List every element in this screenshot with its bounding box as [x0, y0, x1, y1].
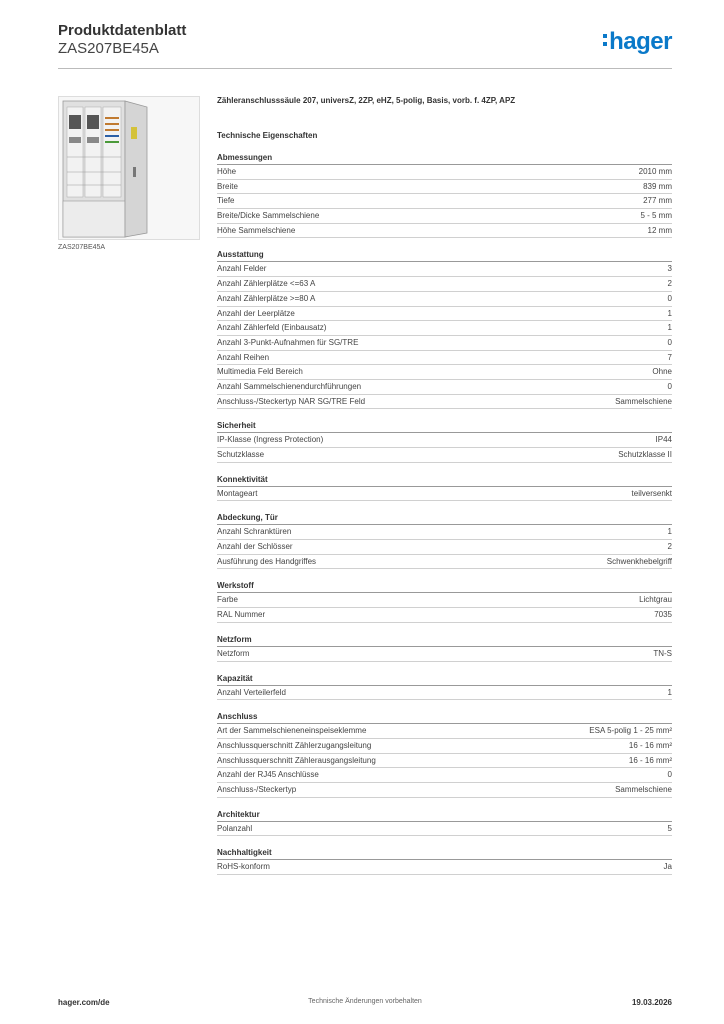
spec-row	[217, 647, 672, 662]
spec-row	[217, 724, 672, 739]
spec-value: teilversenkt	[631, 488, 672, 498]
spec-label: Anschlussquerschnitt Zählerzugangsleitung	[217, 740, 372, 750]
tech-properties-title: Technische Eigenschaften	[217, 131, 318, 140]
spec-row	[217, 860, 672, 875]
spec-label: Anzahl Sammelschienendurchführungen	[217, 381, 362, 391]
spec-value: 0	[667, 381, 672, 391]
spec-label: Montageart	[217, 488, 258, 498]
spec-row	[217, 768, 672, 783]
footer-notice: Technische Änderungen vorbehalten	[308, 998, 422, 1005]
image-caption: ZAS207BE45A	[58, 244, 106, 251]
meter-cabinet-image	[59, 97, 199, 239]
section-title: Sicherheit	[217, 419, 672, 433]
spec-section	[217, 846, 672, 875]
page-header	[58, 22, 672, 68]
spec-row	[217, 822, 672, 837]
spec-label: RoHS-konform	[217, 862, 270, 872]
product-description: Zähleranschlusssäule 207, universZ, 2ZP, eHZ, 5-polig, Basis, vorb. f. 4ZP, APZ	[217, 96, 516, 105]
spec-row	[217, 608, 672, 623]
spec-label: Anzahl der Leerplätze	[217, 308, 295, 318]
spec-value: 5 - 5 mm	[640, 211, 672, 221]
spec-value: 2	[667, 279, 672, 289]
spec-row	[217, 307, 672, 322]
spec-row	[217, 165, 672, 180]
product-code: ZAS207BE45A	[58, 40, 159, 57]
spec-label: Polanzahl	[217, 823, 253, 833]
spec-value: 1	[667, 687, 672, 697]
spec-value: TN-S	[653, 648, 672, 658]
spec-section	[217, 808, 672, 837]
section-title: Konnektivität	[217, 473, 672, 487]
spec-row	[217, 686, 672, 701]
footer-website: hager.com/de	[58, 998, 110, 1007]
spec-row	[217, 380, 672, 395]
spec-row	[217, 262, 672, 277]
section-title: Abdeckung, Tür	[217, 511, 672, 525]
spec-label: IP-Klasse (Ingress Protection)	[217, 435, 324, 445]
spec-label: Anzahl Felder	[217, 264, 267, 274]
spec-label: Anzahl Zählerplätze >=80 A	[217, 293, 316, 303]
spec-label: Anzahl Reihen	[217, 352, 270, 362]
spec-row	[217, 739, 672, 754]
spec-label: Anzahl 3-Punkt-Aufnahmen für SG/TRE	[217, 337, 359, 347]
logo-text: hager	[609, 28, 672, 55]
spec-label: Anzahl Verteilerfeld	[217, 687, 286, 697]
hager-logo	[603, 28, 672, 56]
section-title: Werkstoff	[217, 579, 672, 593]
spec-section	[217, 511, 672, 569]
spec-value: 7035	[654, 610, 672, 620]
spec-label: Multimedia Feld Bereich	[217, 367, 303, 377]
spec-section	[217, 151, 672, 238]
spec-section	[217, 633, 672, 662]
spec-label: Ausführung des Handgriffes	[217, 556, 317, 566]
spec-label: Art der Sammelschieneneinspeiseklemme	[217, 726, 367, 736]
spec-section	[217, 473, 672, 502]
logo-dots-icon	[603, 34, 607, 50]
spec-row	[217, 321, 672, 336]
spec-section	[217, 672, 672, 701]
section-title: Ausstattung	[217, 248, 672, 262]
spec-value: 839 mm	[643, 181, 672, 191]
section-title: Architektur	[217, 808, 672, 822]
spec-section	[217, 419, 672, 462]
spec-label: Anzahl Schranktüren	[217, 527, 292, 537]
section-title: Netzform	[217, 633, 672, 647]
spec-value: Ja	[663, 862, 672, 872]
spec-label: Farbe	[217, 595, 238, 605]
section-title: Anschluss	[217, 710, 672, 724]
spec-label: Anzahl der RJ45 Anschlüsse	[217, 770, 319, 780]
spec-label: Netzform	[217, 648, 250, 658]
spec-row	[217, 292, 672, 307]
section-title: Nachhaltigkeit	[217, 846, 672, 860]
spec-value: Ohne	[652, 367, 672, 377]
spec-value: Sammelschiene	[615, 784, 672, 794]
spec-row	[217, 277, 672, 292]
spec-row	[217, 224, 672, 239]
spec-row	[217, 555, 672, 570]
spec-row	[217, 593, 672, 608]
spec-label: Anschlussquerschnitt Zählerausgangsleitung	[217, 755, 376, 765]
spec-label: Anzahl Zählerfeld (Einbausatz)	[217, 323, 327, 333]
spec-value: Schutzklasse II	[618, 450, 672, 459]
spec-row	[217, 180, 672, 195]
section-title: Abmessungen	[217, 151, 672, 165]
spec-label: RAL Nummer	[217, 610, 266, 620]
spec-section	[217, 248, 672, 409]
spec-value: 5	[667, 823, 672, 833]
spec-row	[217, 448, 672, 463]
spec-value: 16 - 16 mm²	[628, 740, 672, 750]
spec-value: 2	[667, 542, 672, 552]
spec-label: Höhe	[217, 167, 237, 176]
spec-section	[217, 579, 672, 622]
spec-value: 277 mm	[643, 196, 672, 206]
spec-row	[217, 525, 672, 540]
spec-section	[217, 710, 672, 797]
spec-row	[217, 351, 672, 366]
product-image	[58, 96, 200, 240]
spec-value: 12 mm	[647, 225, 672, 235]
spec-value: 1	[667, 323, 672, 333]
spec-label: Anschluss-/Steckertyp NAR SG/TRE Feld	[217, 396, 366, 406]
spec-label: Höhe Sammelschiene	[217, 225, 296, 235]
spec-value: Schwenkhebelgriff	[606, 556, 672, 566]
spec-value: 0	[667, 337, 672, 347]
spec-row	[217, 336, 672, 351]
spec-value: 7	[667, 352, 672, 362]
spec-value: 0	[667, 770, 672, 780]
spec-value: 1	[667, 308, 672, 318]
document-title: Produktdatenblatt	[58, 22, 187, 39]
header-divider	[58, 68, 672, 69]
spec-value: 3	[667, 264, 672, 274]
spec-label: Anzahl Zählerplätze <=63 A	[217, 279, 316, 289]
spec-label: Schutzklasse	[217, 450, 265, 459]
spec-label: Breite	[217, 181, 238, 191]
spec-row	[217, 395, 672, 410]
spec-value: Sammelschiene	[615, 396, 672, 406]
spec-label: Anzahl der Schlösser	[217, 542, 293, 552]
spec-value: 1	[667, 527, 672, 537]
footer-date: 19.03.2026	[631, 998, 672, 1007]
spec-label: Breite/Dicke Sammelschiene	[217, 211, 320, 221]
spec-row	[217, 783, 672, 798]
spec-value: ESA 5-polig 1 - 25 mm²	[589, 726, 672, 736]
spec-value: 16 - 16 mm²	[628, 755, 672, 765]
spec-label: Tiefe	[217, 196, 235, 206]
spec-value: 2010 mm	[638, 167, 672, 176]
spec-row	[217, 754, 672, 769]
spec-value: Lichtgrau	[639, 595, 672, 605]
spec-label: Anschluss-/Steckertyp	[217, 784, 297, 794]
spec-value: 0	[667, 293, 672, 303]
spec-row	[217, 365, 672, 380]
spec-value: IP44	[655, 435, 672, 445]
spec-row	[217, 540, 672, 555]
section-title: Kapazität	[217, 672, 672, 686]
main-content	[217, 96, 672, 885]
spec-row	[217, 209, 672, 224]
spec-row	[217, 487, 672, 502]
spec-row	[217, 194, 672, 209]
spec-sections	[217, 151, 672, 875]
spec-row	[217, 433, 672, 448]
